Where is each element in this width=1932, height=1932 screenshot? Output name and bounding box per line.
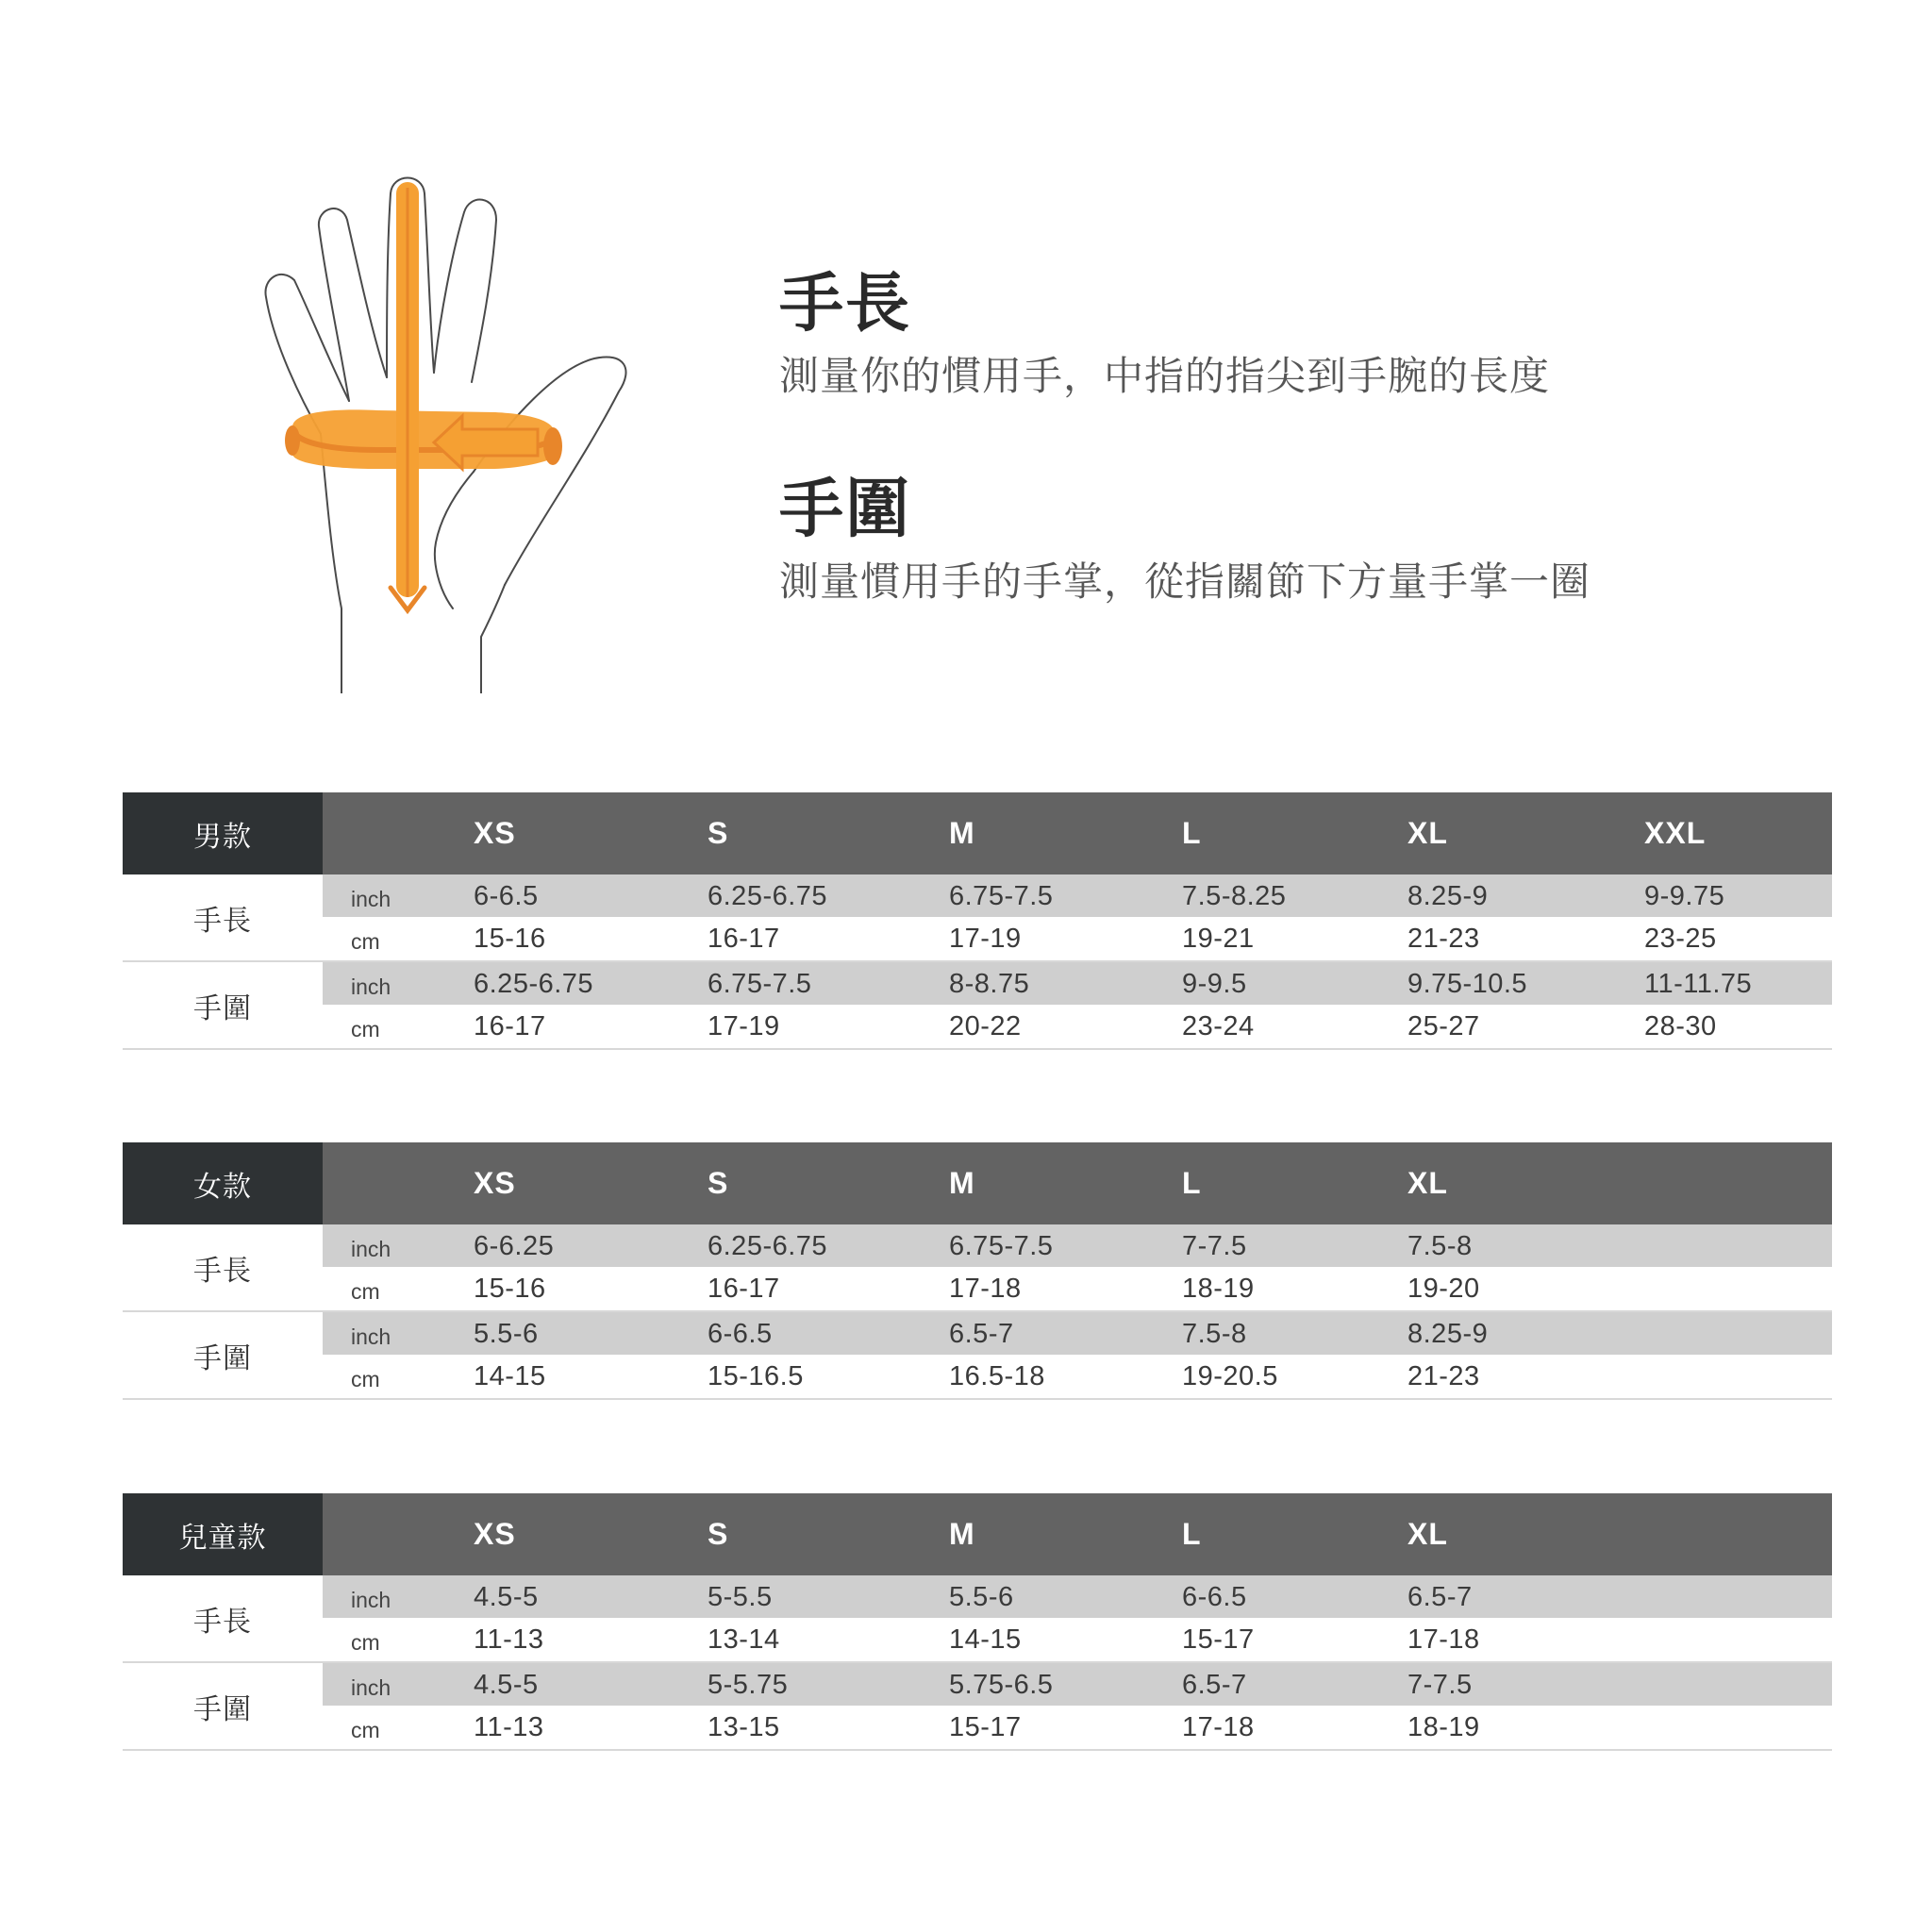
size-value-cell: 5.5-6 bbox=[474, 1319, 539, 1349]
size-value-cell: 9-9.5 bbox=[1182, 969, 1247, 999]
size-value-cell: 6.5-7 bbox=[1182, 1670, 1247, 1700]
size-value-cell: 19-21 bbox=[1182, 924, 1255, 954]
size-value-cell: 11-13 bbox=[474, 1624, 544, 1655]
size-value-cell: 20-22 bbox=[949, 1011, 1022, 1041]
unit-label: cm bbox=[351, 1630, 380, 1655]
size-value-cell: 16-17 bbox=[474, 1011, 546, 1041]
measurement-rows bbox=[323, 962, 1832, 1048]
hand-circumference-instruction bbox=[779, 470, 1864, 609]
table-row bbox=[323, 1706, 1832, 1748]
size-value-cell: 6.5-7 bbox=[949, 1319, 1014, 1349]
size-value-cell: 17-19 bbox=[949, 924, 1022, 954]
table-header-row bbox=[123, 1493, 1832, 1575]
size-value-cell: 17-18 bbox=[949, 1274, 1022, 1304]
ring-finger-outline bbox=[319, 208, 387, 401]
size-value-cell: 5.5-6 bbox=[949, 1582, 1014, 1612]
size-value-cell: 7.5-8.25 bbox=[1182, 881, 1287, 911]
unit-label: inch bbox=[351, 1324, 391, 1349]
size-header-xs: XS bbox=[474, 1517, 516, 1551]
measurement-group bbox=[123, 1224, 1832, 1312]
measurement-group bbox=[123, 1663, 1832, 1751]
size-header-xxl: XXL bbox=[1644, 816, 1707, 850]
measurement-rows bbox=[323, 1575, 1832, 1661]
size-header-m: M bbox=[949, 1517, 975, 1551]
measurement-rows bbox=[323, 1224, 1832, 1310]
size-value-cell: 6.25-6.75 bbox=[708, 1231, 828, 1261]
size-value-cell: 6.25-6.75 bbox=[474, 969, 594, 999]
mens-size-table bbox=[123, 792, 1832, 1050]
table-row bbox=[323, 1618, 1832, 1660]
unit-label: inch bbox=[351, 1675, 391, 1700]
circumference-band bbox=[285, 409, 562, 469]
size-header-xl: XL bbox=[1407, 1517, 1448, 1551]
measurement-label: 手長 bbox=[193, 1606, 252, 1638]
size-value-cell: 18-19 bbox=[1182, 1274, 1255, 1304]
size-value-cell: 9.75-10.5 bbox=[1407, 969, 1528, 999]
table-row bbox=[323, 1663, 1832, 1706]
size-value-cell: 7-7.5 bbox=[1182, 1231, 1247, 1261]
table-row bbox=[323, 1355, 1832, 1397]
kids-size-table bbox=[123, 1493, 1832, 1751]
table-row bbox=[323, 1575, 1832, 1618]
size-header-xl: XL bbox=[1407, 1166, 1448, 1200]
size-value-cell: 19-20 bbox=[1407, 1274, 1480, 1304]
size-value-cell: 6.25-6.75 bbox=[708, 881, 828, 911]
size-value-cell: 14-15 bbox=[949, 1624, 1022, 1655]
measurement-rows bbox=[323, 1663, 1832, 1749]
size-header-bar bbox=[323, 1493, 1832, 1575]
measurement-group bbox=[123, 1575, 1832, 1663]
size-value-cell: 25-27 bbox=[1407, 1011, 1480, 1041]
size-value-cell: 6.5-7 bbox=[1407, 1582, 1473, 1612]
hand-length-instruction bbox=[779, 264, 1864, 404]
measurement-rows bbox=[323, 874, 1832, 960]
size-header-l: L bbox=[1182, 816, 1202, 850]
size-value-cell: 4.5-5 bbox=[474, 1582, 539, 1612]
size-value-cell: 23-25 bbox=[1644, 924, 1717, 954]
size-value-cell: 28-30 bbox=[1644, 1011, 1717, 1041]
measurement-rows bbox=[323, 1312, 1832, 1398]
unit-label: cm bbox=[351, 1718, 380, 1742]
unit-label: inch bbox=[351, 974, 391, 999]
category-label: 女款 bbox=[123, 1142, 323, 1224]
size-value-cell: 14-15 bbox=[474, 1361, 546, 1391]
measurement-label: 手長 bbox=[193, 905, 252, 937]
table-row bbox=[323, 1312, 1832, 1355]
size-header-xl: XL bbox=[1407, 816, 1448, 850]
size-value-cell: 5-5.5 bbox=[708, 1582, 773, 1612]
size-header-l: L bbox=[1182, 1166, 1202, 1200]
size-header-bar bbox=[323, 792, 1832, 874]
womens-size-table bbox=[123, 1142, 1832, 1400]
size-value-cell: 16-17 bbox=[708, 924, 780, 954]
size-header-m: M bbox=[949, 1166, 975, 1200]
hand-circumference-description: 測量慣用手的手掌，從指關節下方量手掌一圈 bbox=[779, 559, 1591, 604]
table-row bbox=[323, 1267, 1832, 1309]
little-finger-outline bbox=[265, 275, 349, 434]
measurement-group bbox=[123, 962, 1832, 1050]
size-value-cell: 13-14 bbox=[708, 1624, 780, 1655]
size-value-cell: 6-6.25 bbox=[474, 1231, 555, 1261]
size-value-cell: 5-5.75 bbox=[708, 1670, 789, 1700]
size-value-cell: 18-19 bbox=[1407, 1712, 1480, 1742]
unit-label: inch bbox=[351, 1237, 391, 1261]
measurement-group bbox=[123, 874, 1832, 962]
size-header-s: S bbox=[708, 1517, 729, 1551]
size-value-cell: 6.75-7.5 bbox=[949, 881, 1054, 911]
palm-left-outline bbox=[321, 434, 341, 693]
category-label: 兒童款 bbox=[123, 1493, 323, 1575]
size-value-cell: 21-23 bbox=[1407, 1361, 1480, 1391]
palm-crease bbox=[435, 472, 474, 608]
size-value-cell: 7.5-8 bbox=[1407, 1231, 1473, 1261]
size-value-cell: 7.5-8 bbox=[1182, 1319, 1247, 1349]
size-value-cell: 7-7.5 bbox=[1407, 1670, 1473, 1700]
unit-label: inch bbox=[351, 1588, 391, 1612]
size-header-m: M bbox=[949, 816, 975, 850]
size-value-cell: 6-6.5 bbox=[1182, 1582, 1247, 1612]
measurement-label: 手圍 bbox=[193, 1693, 252, 1725]
size-value-cell: 4.5-5 bbox=[474, 1670, 539, 1700]
unit-label: cm bbox=[351, 1367, 380, 1391]
size-value-cell: 19-20.5 bbox=[1182, 1361, 1278, 1391]
table-header-row bbox=[123, 792, 1832, 874]
hand-measurement-illustration bbox=[255, 175, 670, 693]
size-value-cell: 5.75-6.5 bbox=[949, 1670, 1054, 1700]
size-value-cell: 8-8.75 bbox=[949, 969, 1030, 999]
size-value-cell: 21-23 bbox=[1407, 924, 1480, 954]
size-header-xs: XS bbox=[474, 1166, 516, 1200]
unit-label: cm bbox=[351, 1017, 380, 1041]
size-value-cell: 16.5-18 bbox=[949, 1361, 1045, 1391]
size-header-xs: XS bbox=[474, 816, 516, 850]
size-value-cell: 6.75-7.5 bbox=[708, 969, 812, 999]
measurement-instructions bbox=[779, 264, 1864, 609]
size-value-cell: 15-17 bbox=[1182, 1624, 1255, 1655]
size-value-cell: 9-9.75 bbox=[1644, 881, 1725, 911]
size-value-cell: 15-16 bbox=[474, 924, 546, 954]
size-value-cell: 8.25-9 bbox=[1407, 1319, 1489, 1349]
table-row bbox=[323, 917, 1832, 959]
size-header-l: L bbox=[1182, 1517, 1202, 1551]
size-value-cell: 17-18 bbox=[1407, 1624, 1480, 1655]
measurement-label: 手圍 bbox=[193, 1342, 252, 1374]
table-row bbox=[323, 962, 1832, 1005]
size-value-cell: 15-17 bbox=[949, 1712, 1022, 1742]
size-value-cell: 6-6.5 bbox=[708, 1319, 773, 1349]
size-value-cell: 6.75-7.5 bbox=[949, 1231, 1054, 1261]
size-value-cell: 13-15 bbox=[708, 1712, 780, 1742]
size-value-cell: 15-16.5 bbox=[708, 1361, 804, 1391]
table-row bbox=[323, 1005, 1832, 1047]
table-header-row bbox=[123, 1142, 1832, 1224]
size-value-cell: 15-16 bbox=[474, 1274, 546, 1304]
length-arrow bbox=[391, 182, 425, 610]
size-value-cell: 16-17 bbox=[708, 1274, 780, 1304]
table-row bbox=[323, 1224, 1832, 1267]
category-label: 男款 bbox=[123, 792, 323, 874]
size-header-s: S bbox=[708, 1166, 729, 1200]
unit-label: cm bbox=[351, 929, 380, 954]
measurement-label: 手圍 bbox=[193, 992, 252, 1024]
unit-label: cm bbox=[351, 1279, 380, 1304]
measurement-group bbox=[123, 1312, 1832, 1400]
hand-length-title: 手長 bbox=[779, 268, 912, 340]
table-row bbox=[323, 874, 1832, 917]
size-value-cell: 11-11.75 bbox=[1644, 969, 1753, 999]
size-value-cell: 23-24 bbox=[1182, 1011, 1255, 1041]
size-value-cell: 17-19 bbox=[708, 1011, 780, 1041]
size-value-cell: 8.25-9 bbox=[1407, 881, 1489, 911]
unit-label: inch bbox=[351, 887, 391, 911]
index-finger-outline bbox=[434, 200, 496, 382]
size-header-s: S bbox=[708, 816, 729, 850]
size-value-cell: 6-6.5 bbox=[474, 881, 539, 911]
size-value-cell: 17-18 bbox=[1182, 1712, 1255, 1742]
hand-circumference-title: 手圍 bbox=[779, 474, 912, 545]
measurement-label: 手長 bbox=[193, 1255, 252, 1287]
size-value-cell: 11-13 bbox=[474, 1712, 544, 1742]
palm-right-outline bbox=[481, 585, 505, 693]
size-header-bar bbox=[323, 1142, 1832, 1224]
hand-length-description: 測量你的慣用手，中指的指尖到手腕的長度 bbox=[779, 354, 1551, 398]
thumb-outline bbox=[474, 357, 626, 585]
